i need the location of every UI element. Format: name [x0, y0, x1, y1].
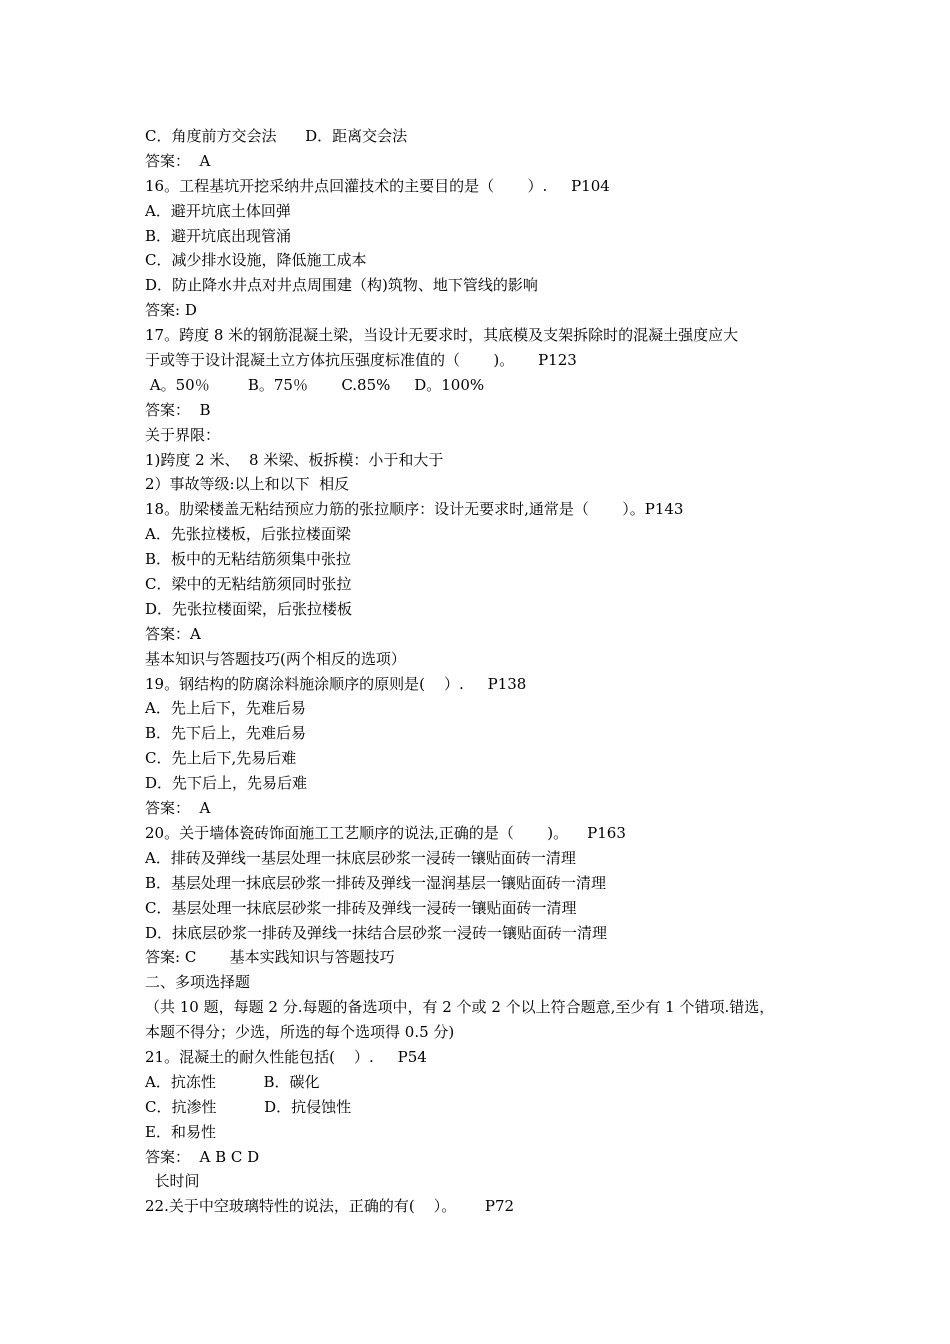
question-16: 16。工程基坑开挖采纳井点回灌技术的主要目的是（ ）. P104	[145, 176, 610, 195]
option-d: D．抹底层砂浆一排砖及弹线一抹结合层砂浆一浸砖一镶贴面砖一清理	[145, 923, 608, 942]
options-cd: C．抗渗性 D．抗侵蚀性	[145, 1097, 352, 1116]
tip-line: 基本知识与答题技巧(两个相反的选项）	[145, 649, 406, 668]
option-a: A．先张拉楼板，后张拉楼面梁	[145, 525, 351, 544]
question-17-options: A。50％ B。75％ C.85% D。100%	[145, 375, 485, 394]
option-b: B．基层处理一抹底层砂浆一排砖及弹线一湿润基层一镶贴面砖一清理	[145, 873, 607, 892]
section-heading: 二、多项选择题	[145, 973, 251, 992]
note-item: 2）事故等级:以上和以下 相反	[145, 475, 350, 494]
option-d: D．先下后上，先易后难	[145, 774, 308, 793]
section-instructions: （共 10 题，每题 2 分.每题的备选项中，有 2 个或 2 个以上符合题意,至少有 1 个错项.错选，	[145, 998, 775, 1017]
answer-line: 答案： A	[145, 799, 211, 818]
answer-line: 答案： B	[145, 400, 211, 419]
answer-line: 答案： A	[145, 151, 211, 170]
option-a: A．排砖及弹线一基层处理一抹底层砂浆一浸砖一镶贴面砖一清理	[145, 848, 576, 867]
options-ab: A．抗冻性 B．碳化	[145, 1072, 320, 1091]
option-b: B．先下后上，先难后易	[145, 724, 307, 743]
text-line: C．角度前方交会法 D．距离交会法	[145, 127, 408, 145]
note-line: 长时间	[145, 1172, 200, 1191]
option-c: C．基层处理一抹底层砂浆一排砖及弹线一浸砖一镶贴面砖一清理	[145, 898, 577, 917]
question-19: 19。钢结构的防腐涂料施涂顺序的原则是( ）. P138	[145, 674, 527, 693]
answer-line: 答案： A B C D	[145, 1147, 260, 1166]
option-c: C．梁中的无粘结筋须同时张拉	[145, 575, 352, 594]
option-c: C．减少排水设施，降低施工成本	[145, 251, 367, 270]
question-17-continued: 于或等于设计混凝土立方体抗压强度标准值的（ )。 P123	[145, 351, 577, 370]
answer-line: 答案：A	[145, 624, 201, 643]
question-21: 21。混凝土的耐久性能包括( ）. P54	[145, 1047, 427, 1066]
question-22: 22.关于中空玻璃特性的说法，正确的有( ）。 P72	[145, 1197, 515, 1216]
option-d: D．防止降水井点对井点周围建（构)筑物、地下管线的影响	[145, 276, 538, 295]
question-20: 20。关于墙体瓷砖饰面施工工艺顺序的说法,正确的是（ )。 P163	[145, 823, 626, 842]
option-a: A．避开坑底土体回弹	[145, 201, 291, 220]
option-e: E．和易性	[145, 1122, 216, 1141]
note-item: 1)跨度 2 米、 8 米梁、板拆模：小于和大于	[145, 450, 444, 469]
option-b: B．板中的无粘结筋须集中张拉	[145, 550, 352, 569]
question-18: 18。肋梁楼盖无粘结预应力筋的张拉顺序：设计无要求时,通常是（ ）。P143	[145, 500, 684, 519]
answer-line: 答案: C 基本实践知识与答题技巧	[145, 948, 395, 967]
question-17: 17。跨度 8 米的钢筋混凝土梁，当设计无要求时，其底模及支架拆除时的混凝土强度应大	[145, 326, 739, 345]
option-b: B．避开坑底出现管涌	[145, 226, 292, 245]
note-heading: 关于界限：	[145, 425, 221, 444]
section-instructions-continued: 本题不得分；少选，所选的每个选项得 0.5 分)	[145, 1023, 455, 1042]
option-d: D．先张拉楼面梁，后张拉楼板	[145, 599, 353, 618]
option-a: A．先上后下，先难后易	[145, 699, 306, 718]
document-page	[145, 124, 835, 1219]
answer-line: 答案: D	[145, 301, 197, 320]
option-c: C．先上后下,先易后难	[145, 749, 297, 768]
